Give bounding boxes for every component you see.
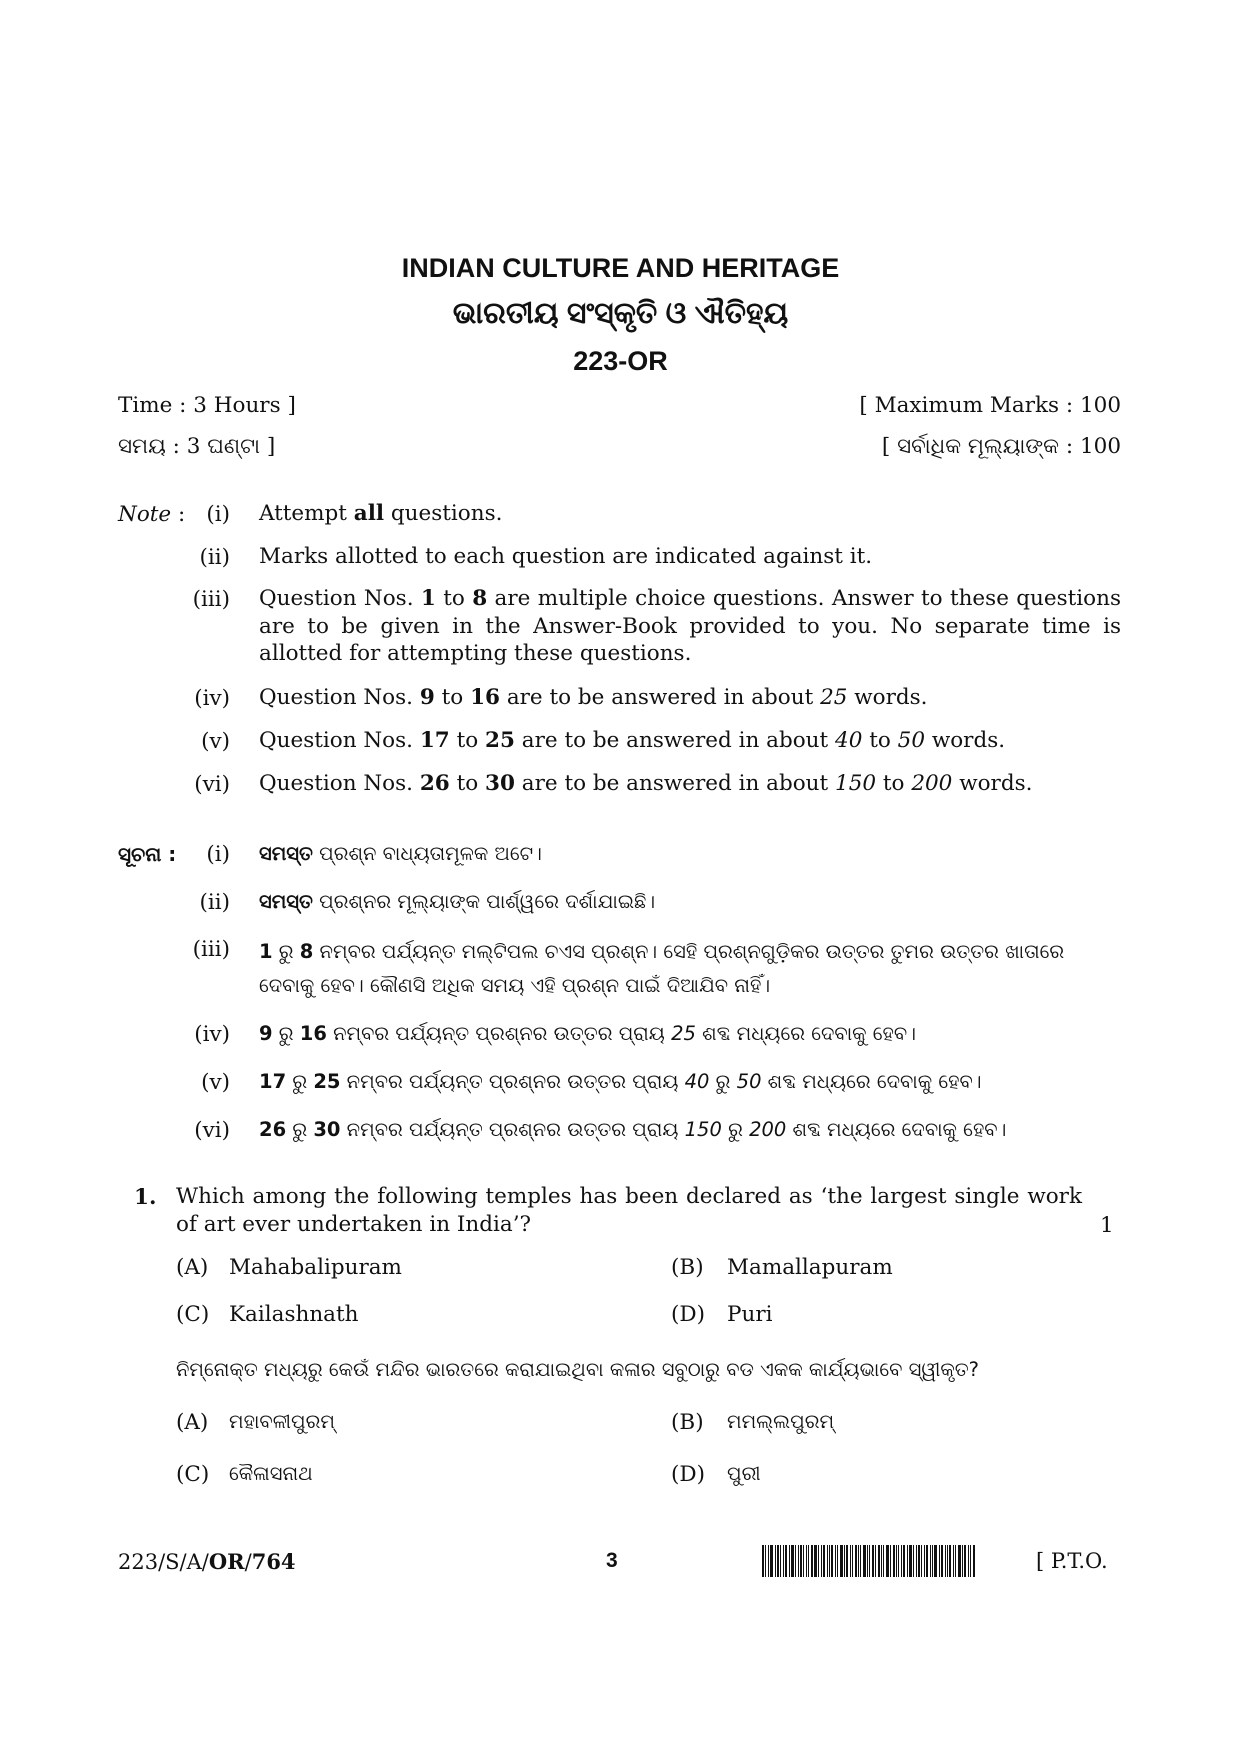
barcode-bar [893, 1545, 895, 1577]
page-number: 3 [606, 1549, 618, 1572]
barcode-bar [918, 1545, 920, 1577]
barcode-bar [814, 1545, 817, 1577]
barcode-bar [806, 1545, 807, 1577]
question-number: 1. [134, 1185, 157, 1210]
paper-code: 223-OR [573, 346, 668, 376]
barcode-bar [823, 1545, 825, 1577]
note-item-odia: 17 ରୁ 25 ନମ୍ବର ପର୍ଯ୍ୟନ୍ତ ପ୍ରଶ୍ନର ଉତ୍ତର ପ୍ରାୟ 40 ରୁ 50 ଶବ୍ଦ ମଧ୍ୟରେ ଦେବାକୁ ହେବ। [259, 1070, 982, 1093]
barcode-bar [970, 1545, 971, 1577]
barcode-bar [955, 1545, 956, 1577]
barcode-bar [875, 1545, 876, 1577]
barcode-bar [777, 1545, 779, 1577]
barcode-bar [860, 1545, 861, 1577]
time-english: Time : 3 Hours ] [118, 393, 296, 418]
note-num: (vi) [194, 1118, 230, 1143]
note-item-odia: 9 ରୁ 16 ନମ୍ବର ପର୍ଯ୍ୟନ୍ତ ପ୍ରଶ୍ନର ଉତ୍ତର ପ୍ରାୟ 25 ଶବ୍ଦ ମଧ୍ୟରେ ଦେବାକୁ ହେବ। [259, 1022, 916, 1045]
barcode-bar [968, 1545, 969, 1577]
option-b-text: Mamallapuram [727, 1255, 893, 1280]
barcode-bar [837, 1545, 838, 1577]
barcode-bar [958, 1545, 961, 1577]
barcode-bar [949, 1545, 951, 1577]
paper-code-footer: 223/S/A/OR/764 [118, 1549, 296, 1574]
time-odia: ସମୟ : 3 ଘଣ୍ଟା ] [118, 434, 276, 459]
note-num: (ii) [199, 545, 230, 570]
note-item: Question Nos. 17 to 25 are to be answered in about 40 to 50 words. [259, 728, 1006, 753]
option-c-label: (C) [176, 1302, 210, 1327]
barcode-bar [800, 1545, 802, 1577]
note-item-odia: 26 ରୁ 30 ନମ୍ବର ପର୍ଯ୍ୟନ୍ତ ପ୍ରଶ୍ନର ଉତ୍ତର ପ୍ରାୟ 150 ରୁ 200 ଶବ୍ଦ ମଧ୍ୟରେ ଦେବାକୁ ହେବ। [259, 1118, 1007, 1141]
barcode-bar [869, 1545, 870, 1577]
barcode-bar [930, 1545, 931, 1577]
barcode-bar [907, 1545, 908, 1577]
note-num: (iv) [194, 686, 230, 711]
barcode-bar [780, 1545, 781, 1577]
barcode-bar [863, 1545, 866, 1577]
barcode-bar [770, 1545, 773, 1577]
barcode-bar [768, 1545, 769, 1577]
note-num: (i) [206, 842, 230, 867]
barcode-bar [878, 1545, 880, 1577]
barcode-bar [850, 1545, 851, 1577]
barcode-bar [953, 1545, 954, 1577]
max-marks-odia: [ ସର୍ବାଧିକ ମୂଲ୍ୟାଙ୍କ : 100 [881, 434, 1121, 459]
barcode-bar [831, 1545, 833, 1577]
option-a-label: (A) [176, 1255, 209, 1280]
question-text-english: Which among the following temples has been declared as ‘the largest single work of art ever undertaken in India’? [176, 1184, 1082, 1237]
question-text-odia: ନିମ୍ନୋକ୍ତ ମଧ୍ୟରୁ କେଉଁ ମନ୍ଦିର ଭାରତରେ କରାଯାଇଥିବା କଳାର ସବୁଠାରୁ ବଡ ଏକକ କାର୍ଯ୍ୟଭାବେ ସ୍ୱୀକୃତ? [176, 1358, 979, 1381]
barcode-bar [924, 1545, 925, 1577]
barcode [762, 1545, 1018, 1577]
barcode-bar [926, 1545, 928, 1577]
barcode-bar [867, 1545, 868, 1577]
barcode-bar [916, 1545, 917, 1577]
barcode-bar [962, 1545, 963, 1577]
barcode-bar [901, 1545, 902, 1577]
barcode-bar [858, 1545, 859, 1577]
note-num: (v) [201, 1070, 230, 1095]
barcode-bar [872, 1545, 874, 1577]
barcode-bar [783, 1545, 784, 1577]
barcode-bar [811, 1545, 813, 1577]
note-item-odia: ସମସ୍ତ ପ୍ରଶ୍ନର ମୂଲ୍ୟାଙ୍କ ପାର୍ଶ୍ୱରେ ଦର୍ଶାଯାଇଛି। [259, 890, 656, 913]
note-num: (iii) [192, 937, 230, 962]
note-num: (vi) [194, 772, 230, 797]
note-item: Marks allotted to each question are indicated against it. [259, 544, 873, 569]
barcode-bar [881, 1545, 882, 1577]
note-num: (i) [206, 502, 230, 527]
barcode-bar [827, 1545, 828, 1577]
barcode-bar [840, 1545, 843, 1577]
note-item: Question Nos. 1 to 8 are multiple choice questions. Answer to these questions are to be given in the Answer-Book provided to you. No separate time is allotted for attempting these questions. [259, 586, 1121, 666]
barcode-bar [803, 1545, 804, 1577]
barcode-bar [765, 1545, 766, 1577]
note-item-odia: ସମସ୍ତ ପ୍ରଶ୍ନ ବାଧ୍ୟତାମୂଳକ ଅଟେ। [259, 842, 542, 865]
question-marks: 1 [1100, 1213, 1114, 1238]
note-item: Attempt all questions. [259, 501, 503, 526]
max-marks-english: [ Maximum Marks : 100 [859, 393, 1121, 418]
barcode-bar [775, 1545, 776, 1577]
note-item-odia: 1 ରୁ 8 ନମ୍ବର ପର୍ଯ୍ୟନ୍ତ ମଲ୍‌ଟିପଲ ଚଏସ ପ୍ରଶ୍ନ। ସେହି ପ୍ରଶ୍ନଗୁଡ଼ିକର ଉତ୍ତର ତୁମର ଉତ୍ତର ଖାତାରେ ଦେବାକୁ ହେବ। କୌଣସି ଅଧିକ ସମୟ ଏହି ପ୍ରଶ୍ନ ପାଇଁ ଦିଆଯିବ ନାହିଁ। [259, 940, 1065, 997]
barcode-bar [886, 1545, 889, 1577]
option-d-label: (D) [671, 1302, 706, 1327]
barcode-bar [883, 1545, 884, 1577]
barcode-bar [795, 1545, 796, 1577]
barcode-bar [844, 1545, 845, 1577]
barcode-bar [964, 1545, 966, 1577]
option-c-label: (C) [176, 1462, 210, 1487]
barcode-bar [785, 1545, 787, 1577]
note-num: (v) [201, 729, 230, 754]
barcode-bar [913, 1545, 914, 1577]
barcode-bar [890, 1545, 891, 1577]
barcode-bar [789, 1545, 790, 1577]
barcode-bar [846, 1545, 848, 1577]
option-b-label: (B) [671, 1410, 704, 1435]
barcode-bar [941, 1545, 943, 1577]
option-b-label: (B) [671, 1255, 704, 1280]
barcode-bar [903, 1545, 905, 1577]
option-d-text-odia: ପୁରୀ [727, 1462, 761, 1485]
barcode-bar [852, 1545, 853, 1577]
barcode-bar [939, 1545, 940, 1577]
note-num: (iii) [192, 587, 230, 612]
barcode-bar [921, 1545, 922, 1577]
paper-title-odia: ଭାରତୀୟ ସଂସ୍କୃତି ଓ ଐତିହ୍ୟ [452, 297, 789, 330]
barcode-bar [896, 1545, 897, 1577]
note-label-odia: ସୂଚନା : [118, 842, 177, 866]
barcode-bar [947, 1545, 948, 1577]
barcode-bar [818, 1545, 819, 1577]
note-num: (iv) [194, 1022, 230, 1047]
paper-title-english: INDIAN CULTURE AND HERITAGE [401, 253, 840, 283]
note-item: Question Nos. 9 to 16 are to be answered in about 25 words. [259, 685, 928, 710]
barcode-bar [835, 1545, 836, 1577]
option-b-text-odia: ମମଲ୍ଲପୁରମ୍ [727, 1410, 835, 1433]
option-a-label: (A) [176, 1410, 209, 1435]
barcode-bar [791, 1545, 794, 1577]
note-num: (ii) [199, 890, 230, 915]
pto-label: [ P.T.O. [1036, 1549, 1108, 1573]
barcode-bar [855, 1545, 857, 1577]
barcode-bar [821, 1545, 822, 1577]
barcode-bar [932, 1545, 933, 1577]
barcode-bar [829, 1545, 830, 1577]
barcode-bar [798, 1545, 799, 1577]
option-a-text: Mahabalipuram [229, 1255, 402, 1280]
option-d-label: (D) [671, 1462, 706, 1487]
barcode-bar [898, 1545, 899, 1577]
barcode-bar [945, 1545, 946, 1577]
barcode-bar [909, 1545, 912, 1577]
option-c-text: Kailashnath [229, 1302, 359, 1327]
note-item: Question Nos. 26 to 30 are to be answered in about 150 to 200 words. [259, 771, 1033, 796]
barcode-bar [808, 1545, 809, 1577]
barcode-bar [762, 1545, 764, 1577]
note-label: Note : [118, 502, 186, 527]
option-d-text: Puri [727, 1302, 773, 1327]
option-a-text-odia: ମହାବଳୀପୁରମ୍ [229, 1410, 335, 1433]
option-c-text-odia: କୈଳାସନାଥ [229, 1462, 313, 1485]
barcode-bar [973, 1545, 975, 1577]
barcode-bar [934, 1545, 937, 1577]
